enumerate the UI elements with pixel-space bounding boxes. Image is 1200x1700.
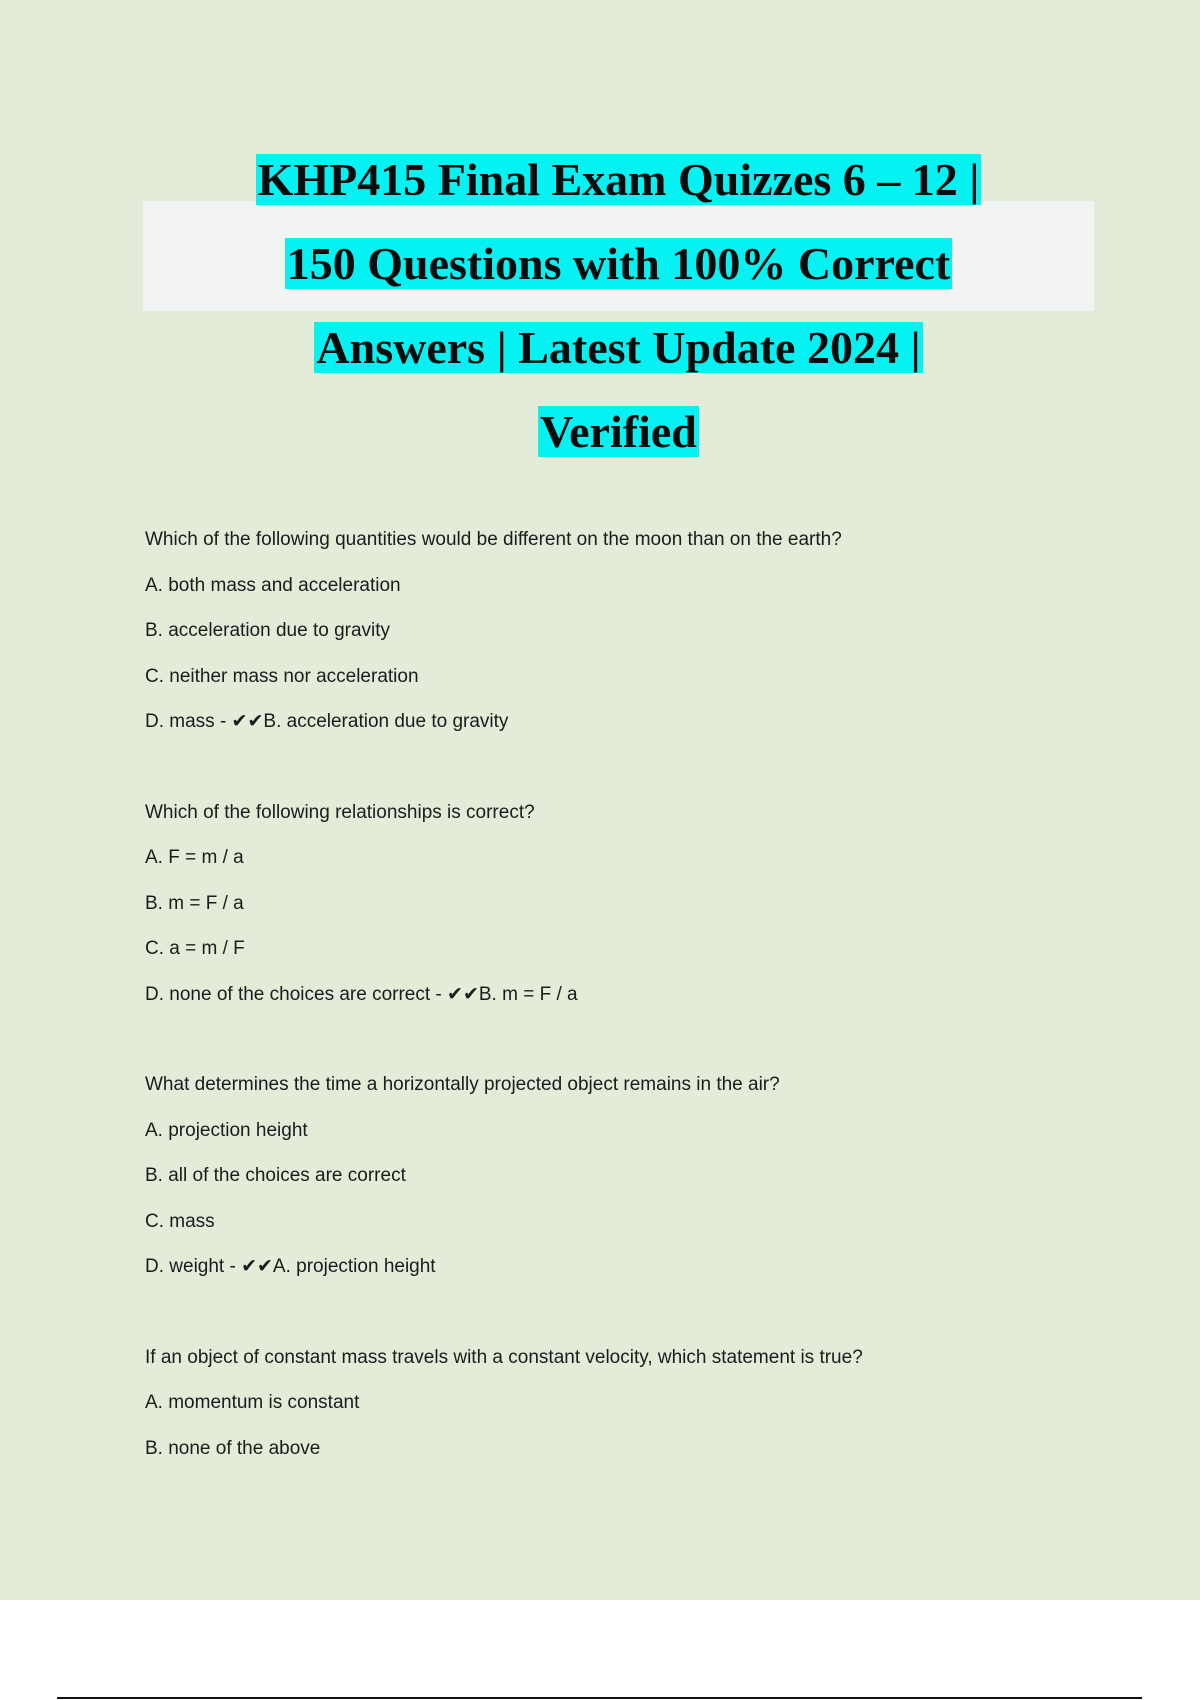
document-title [143, 138, 1094, 474]
answer-option: C. a = m / F [145, 938, 245, 959]
answer-option-with-answer: D. weight - ✔✔A. projection height [145, 1256, 436, 1277]
question-block [145, 793, 1145, 1021]
question-text: What determines the time a horizontally projected object remains in the air? [145, 1074, 780, 1095]
answer-option: B. acceleration due to gravity [145, 620, 391, 641]
title-line-text: 150 Questions with 100% Correct [286, 238, 951, 289]
answer-option: A. projection height [145, 1119, 308, 1141]
answer-option: A. both mass and acceleration [145, 574, 401, 596]
answer-option: B. none of the above [145, 1437, 321, 1459]
answer-option: B. all of the choices are correct [145, 1165, 406, 1186]
answer-option: A. F = m / a [145, 847, 244, 868]
footer-rule [57, 1697, 1142, 1699]
title-line-text: Verified [540, 406, 697, 457]
question-list [145, 520, 1145, 1519]
answer-option: C. mass [145, 1210, 215, 1232]
question-text: If an object of constant mass travels with a constant velocity, which statement is true? [145, 1346, 863, 1368]
answer-option: A. momentum is constant [145, 1392, 360, 1413]
title-line [143, 390, 1094, 474]
title-line-text: KHP415 Final Exam Quizzes 6 – 12 | [257, 154, 980, 205]
answer-option: B. m = F / a [145, 892, 244, 914]
answer-option: C. neither mass nor acceleration [145, 665, 419, 687]
title-line-text: Answers | Latest Update 2024 | [316, 322, 921, 373]
question-block [145, 1338, 1145, 1475]
answer-option-with-answer: D. mass - ✔✔B. acceleration due to gravity [145, 711, 509, 732]
title-line [143, 138, 1094, 222]
answer-option-with-answer: D. none of the choices are correct - ✔✔B. m = F / a [145, 983, 578, 1005]
title-line [143, 306, 1094, 390]
question-text: Which of the following relationships is correct? [145, 801, 535, 823]
question-block [145, 520, 1145, 748]
title-line [143, 222, 1094, 306]
question-block [145, 1065, 1145, 1293]
question-text: Which of the following quantities would be different on the moon than on the earth? [145, 529, 842, 550]
